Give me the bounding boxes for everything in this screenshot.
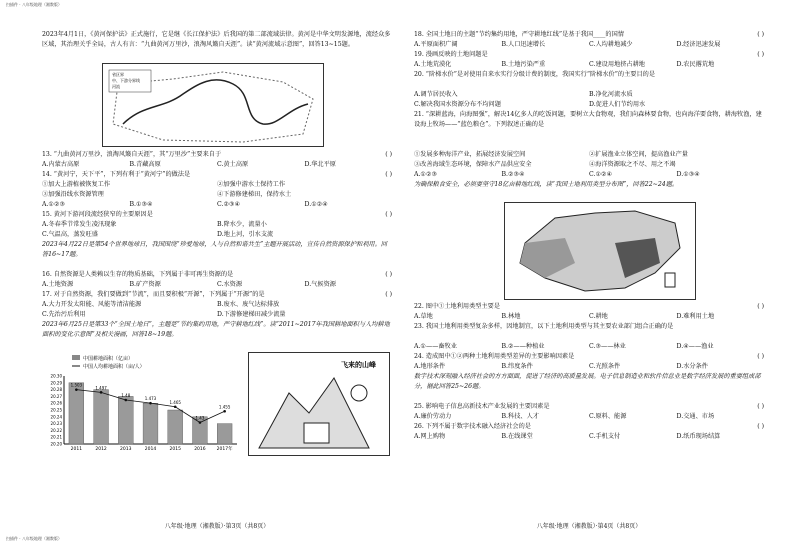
option-c[interactable]: C.黄土高原 (217, 161, 249, 168)
x-tick-label: 2014 (144, 447, 157, 452)
y-tick-label: 20.25 (50, 407, 62, 413)
data-label: 1.465 (169, 399, 181, 405)
option-a[interactable]: A.①②③ (42, 201, 66, 208)
q24-options (414, 362, 764, 372)
china-land-use-map (504, 202, 696, 300)
option-d[interactable]: D.①②④ (304, 201, 328, 208)
data-label: 1.503 (70, 382, 83, 388)
option-a[interactable]: A.地形条件 (414, 363, 446, 370)
cartoon-svg (249, 353, 389, 455)
option-d[interactable]: D.④——渔业 (676, 343, 714, 350)
question-16: 16. 自然资源是人类赖以生存的物质基础，下列属于非可再生资源的是 ( ) (42, 271, 392, 278)
question-25: 25. 影响电子信息高新技术产业发展的主要因素是 ( ) (414, 403, 764, 410)
option-b[interactable]: B.林地 (501, 313, 521, 320)
question-23: 23. 我国土地利用类型复杂多样，因地制宜，以下土地利用类型与其主要农业部门组合正确的是 (414, 323, 674, 330)
option-c[interactable]: C.手机支付 (589, 433, 621, 440)
q26-options (414, 432, 764, 442)
option-c[interactable]: C.气温高，蒸发旺盛 (42, 231, 98, 238)
bar (94, 390, 109, 444)
question-20: 20. “阶梯水价”是对使用自来水实行分级计费的制度，我国实行“阶梯水价”的主要目的是 (414, 71, 656, 78)
q22-options (414, 312, 764, 322)
q14-items: ③加强沿线水资源管理 ④下游修建梯田，保持水土 (42, 191, 292, 198)
x-tick-label: 2015 (169, 447, 181, 452)
map-legend-item: 河流 (112, 84, 120, 89)
data-label: 1.473 (144, 396, 157, 402)
option-a[interactable]: A.草地 (414, 313, 433, 320)
intro-22-24: 为确保粮食安全，必须要坚守18亿亩耕地红线，读“我国土地利用类型分布图”，回答22~24题。 (414, 181, 679, 188)
question-18: 18. 全国土地日的主题“节约集约用地，严守耕地红线”是基于我国____的国情 ( ) (414, 31, 764, 38)
q16-options (42, 280, 392, 290)
option-a[interactable]: A.土地荒漠化 (414, 61, 452, 68)
x-tick-label: 2012 (95, 447, 107, 452)
bar (217, 424, 232, 444)
q17-options (42, 310, 392, 320)
option-d[interactable]: D.气候资源 (304, 281, 336, 288)
y-tick-label: 20.27 (50, 393, 62, 399)
q20-options (414, 90, 764, 100)
y-tick-label: 20.30 (50, 373, 62, 379)
option-c[interactable]: C.先治污后利用 (42, 311, 86, 318)
option-a[interactable]: A.内蒙古高原 (42, 161, 80, 168)
q14-options (42, 200, 392, 210)
scan-footer-band: 扫描件 · 八年级地理（湘教版） (6, 536, 62, 541)
option-c[interactable]: C.人均耕地减少 (589, 41, 633, 48)
bar (168, 410, 183, 444)
option-b[interactable]: B.②③④ (501, 171, 525, 178)
option-a[interactable]: A.平原面积广阔 (414, 41, 458, 48)
data-label: 1.48 (121, 393, 131, 398)
legend-label: 中国耕地面积（亿亩） (83, 356, 134, 362)
option-a[interactable]: A.冬春季节常发生凌汛现象 (42, 221, 117, 228)
option-b[interactable]: B.土地污染严重 (501, 61, 546, 68)
q17-options (42, 300, 392, 310)
bar (69, 383, 84, 444)
intro-16-17: 2023年4月22日是第54个世界地球日，我国围绕“珍爱地球，人与自然和谐共生”主题开展活动，宣传自然资源保护和利用。回答16~17题。 (42, 241, 387, 258)
option-c[interactable]: C.解决我国水资源分布不均问题 (414, 101, 501, 108)
x-tick-label: 2016 (194, 447, 206, 452)
option-d[interactable]: D.农民撂荒地 (676, 61, 715, 68)
option-c[interactable]: C.光照条件 (589, 363, 621, 370)
option-b[interactable]: B.在线课堂 (501, 433, 533, 440)
question-21: 21. “深耕蓝海，向海图强”，解决14亿多人的吃饭问题，要树立大食物观，我们向森林要食物，也向海洋要食物，耕海牧渔，建设海上牧场——“蓝色粮仓”。下列叙述正确的是 (414, 111, 762, 128)
y-tick-label: 20.29 (50, 380, 62, 386)
option-b[interactable]: B.净化河流水质 (589, 91, 633, 98)
question-24: 24. 造成图中①②两种土地利用类型差异的主要影响因素是 ( ) (414, 353, 764, 360)
question-14: 14. “黄河宁，天下平”，下列有利于“黄河宁”的做法是 ( ) (42, 171, 392, 178)
y-tick-label: 20.21 (50, 434, 62, 440)
legend-label: 中国人均耕地面积（亩/人） (83, 364, 145, 370)
option-c[interactable]: C.③——林业 (589, 343, 626, 350)
legend-swatch (72, 355, 80, 360)
bar (193, 417, 208, 444)
option-a[interactable]: A.土地资源 (42, 281, 74, 288)
q21-items: ①发展多种海洋产业，拓展经济发展空间 ②扩展渔业立体空间，提高渔业产量 (414, 151, 688, 158)
yellow-river-map-svg (103, 64, 323, 146)
y-tick-label: 20.23 (50, 421, 62, 427)
intro-13-15: 2023年4月1日，《黄河保护法》正式施行，它是继《长江保护法》后我国的第二部流域法律。黄河是中华文明发源地，流经众多区域，其治理关乎全局，古人有言：“九曲黄河万里沙，浪淘风簸自天涯”。读“黄河流域示意图”，回答13~15题。 (42, 31, 391, 48)
x-tick-label: 2011 (70, 447, 83, 452)
option-b[interactable]: B.青藏高原 (129, 161, 161, 168)
option-c[interactable]: C.①②④ (589, 171, 613, 178)
map-legend-item: 省区界 (112, 72, 124, 77)
option-b[interactable]: B.②——种植业 (501, 343, 545, 350)
x-tick-label: 2013 (120, 447, 132, 452)
q15-options (42, 230, 392, 240)
q25-options (414, 412, 764, 422)
option-b[interactable]: B.降水少，流量小 (217, 221, 267, 228)
q13-options (42, 160, 392, 170)
option-a[interactable]: A.调节居民收入 (414, 91, 458, 98)
cartoon-flying-mountain (248, 352, 390, 456)
question-26: 26. 下列不属于数字技术融入经济社会的是 ( ) (414, 423, 764, 430)
option-c[interactable]: C.②③④ (217, 201, 241, 208)
scan-header-band: 扫描件 · 八年级地理（湘教版） (6, 2, 62, 7)
q20-options (414, 100, 764, 110)
option-b[interactable]: B.①③④ (129, 201, 153, 208)
map-legend-item: 中、下游分界线 (112, 78, 140, 83)
option-c[interactable]: C.水资源 (217, 281, 243, 288)
data-label: 1.497 (95, 385, 107, 391)
y-tick-label: 20.20 (50, 441, 62, 447)
right-page (414, 30, 764, 530)
option-b[interactable]: B.矿产资源 (129, 281, 161, 288)
option-c[interactable]: C.耕地 (589, 313, 608, 320)
intro-18-19: 2023年6月25日是第33个“全国土地日”，主题是“节约集约用地，严守耕地红线”。读“2011~2017年我国耕地面积与人均耕地面积的变化示意图”及相关漫画，回答18~19题。 (42, 321, 390, 338)
bar (118, 396, 133, 444)
q18-options (414, 40, 764, 50)
option-d[interactable]: D.促进人们节约用水 (589, 101, 646, 108)
option-b[interactable]: B.纬度条件 (501, 363, 533, 370)
option-a[interactable]: A.①——畜牧业 (414, 343, 457, 350)
intro-25-26: 数字技术深刻融入经济社会的方方面面，促进了经济的高质量发展。电子信息制造业和软件信息业是数字经济发展的重要组成部分，据此回答25~26题。 (414, 373, 761, 390)
option-a[interactable]: A.①②③ (414, 171, 438, 178)
option-c[interactable]: C.原料、能源 (589, 413, 627, 420)
q23-options (414, 342, 764, 352)
cartoon-caption: 飞来的山峰 (341, 361, 376, 369)
farmland-chart (42, 352, 242, 456)
question-22: 22. 图中①土地利用类型主要是 ( ) (414, 303, 764, 310)
option-b[interactable]: B.科技、人才 (501, 413, 539, 420)
q15-options (42, 220, 392, 230)
y-tick-label: 20.28 (50, 387, 62, 393)
option-a[interactable]: A.大力开发太阳能、风能等清洁能源 (42, 301, 142, 308)
question-15: 15. 黄河下游河段流经狭窄的主要原因是 ( ) (42, 211, 392, 218)
page-footer: 八年级·地理（湘教版）·第3页（共8页） (164, 523, 270, 530)
data-label: 1.455 (218, 404, 231, 410)
option-d[interactable]: D.下游修建梯田减少流量 (217, 311, 286, 318)
q14-items: ①加大上游植被恢复工作 ②加强中游水土保持工作 (42, 181, 286, 188)
page-footer: 八年级·地理（湘教版）·第4页（共8页） (536, 523, 642, 530)
y-tick-label: 20.22 (50, 427, 62, 433)
option-c[interactable]: C.建设用地挤占耕地 (589, 61, 645, 68)
option-b[interactable]: B.废水、废气达标排放 (217, 301, 280, 308)
question-19: 19. 漫画反映的土地问题是 ( ) (414, 51, 764, 58)
y-tick-label: 20.24 (50, 414, 62, 420)
option-d[interactable]: D.地上河，引水支流 (217, 231, 274, 238)
x-tick-label: 2017年 (216, 447, 233, 452)
option-d[interactable]: D.华北平原 (304, 161, 336, 168)
q19-options (414, 60, 764, 70)
option-a[interactable]: A.廉价劳动力 (414, 413, 452, 420)
china-map-svg (505, 203, 695, 299)
y-tick-label: 20.26 (50, 400, 62, 406)
yellow-river-map (102, 63, 324, 147)
option-a[interactable]: A.网上购物 (414, 433, 446, 440)
data-label: 1.43 (195, 415, 205, 421)
option-d[interactable]: D.水分条件 (676, 363, 708, 370)
left-page (42, 30, 392, 530)
option-d[interactable]: D.交通、市场 (676, 413, 715, 420)
bar (143, 403, 158, 444)
option-d[interactable]: D.纸币现场结算 (676, 433, 721, 440)
option-d[interactable]: D.经济迅速发展 (676, 41, 721, 48)
option-d[interactable]: D.难利用土地 (676, 313, 715, 320)
option-d[interactable]: D.①③④ (676, 171, 700, 178)
option-b[interactable]: B.人口迅速增长 (501, 41, 546, 48)
q21-options (414, 170, 764, 180)
question-13: 13. “九曲黄河万里沙，浪淘风簸自天涯”，其“万里沙”主要来自于 ( ) (42, 151, 392, 158)
question-17: 17. 对于自然资源，我们要做到“节流”，而且要积极“开源”，下列属于“开源”的是 ( ) (42, 291, 392, 298)
q21-items: ③改善海域生态环境，保障水产品供应安全 ④海洋资源取之不尽、用之不竭 (414, 161, 676, 168)
